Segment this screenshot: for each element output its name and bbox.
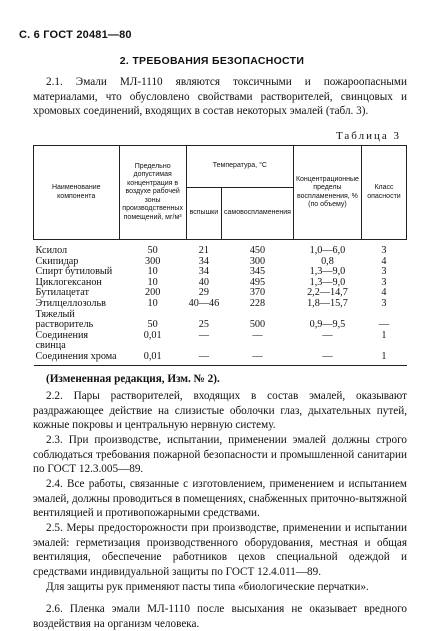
paragraph-2-6-text: 2.6. Пленка эмали МЛ-1110 после высыхания не оказывает вредного воздействия на организм человека.	[33, 603, 407, 630]
cell-limits: 2,2—14,7	[307, 287, 348, 299]
cell-autoignition: —	[252, 329, 263, 341]
cell-mac: 300	[145, 255, 161, 267]
cell-class: 3	[381, 266, 387, 278]
cell-autoignition: —	[252, 350, 263, 362]
cell-name: Скипидар	[35, 255, 79, 267]
cell-name: Спирт бутиловый	[35, 266, 113, 278]
cell-autoignition: 300	[249, 255, 266, 267]
paragraph-2-1	[33, 75, 407, 119]
paragraph-2-2-text: 2.2. Пары растворителей, входящих в состав эмалей, оказывают раздражающее действие на слизистые оболочки глаз, дыхательных путей, кожные покровы и центральную нервную систему.	[33, 390, 407, 431]
cell-class: 4	[381, 255, 387, 267]
cell-flash: —	[198, 329, 209, 341]
col-header-autoignition: самовоспламенения	[222, 188, 294, 240]
cell-class: 3	[381, 297, 387, 309]
table-row	[34, 310, 407, 331]
paragraph-2-2	[33, 389, 407, 433]
cell-autoignition: 228	[249, 297, 266, 309]
cell-mac: 10	[147, 276, 158, 288]
cell-mac: 10	[147, 266, 158, 278]
paragraph-2-1-text: 2.1. Эмали МЛ-1110 являются токсичными и пожароопасными материалами, что обусловлено свойствами растворителей, свинцовых и хромовых соединений, входящих в состав некоторых эмалей (табл. 3).	[33, 76, 407, 117]
cell-mac: 200	[145, 287, 161, 299]
cell-limits: 1,3—9,0	[309, 266, 346, 278]
paragraph-2-3-text: 2.3. При производстве, испытании, применении эмалей должны строго соблюдаться требования пожарной безопасности и промышленной санитарии по ГОСТ 12.3.005—89.	[33, 434, 407, 475]
cell-limits: 1,8—15,7	[307, 297, 348, 309]
table-row	[34, 331, 407, 352]
cell-name: Соединения хрома	[35, 350, 117, 362]
col-header-component: Наименование компонента	[34, 146, 120, 240]
cell-flash: 34	[198, 255, 209, 267]
cell-name: Циклогексанон	[35, 276, 102, 288]
paragraph-hands	[33, 580, 407, 595]
cell-class: 1	[381, 350, 387, 362]
cell-limits: 0,8	[321, 255, 334, 267]
cell-limits: —	[322, 350, 333, 362]
section-title: 2. ТРЕБОВАНИЯ БЕЗОПАСНОСТИ	[119, 55, 305, 67]
cell-class: 3	[381, 276, 387, 288]
cell-name: Ксилол	[35, 245, 68, 256]
cell-limits: 1,0—6,0	[309, 245, 346, 256]
cell-name: Соединения свинца	[35, 329, 89, 352]
cell-autoignition: 500	[249, 319, 266, 331]
cell-flash: 40	[198, 276, 209, 288]
cell-mac: 0,01	[143, 329, 162, 341]
cell-autoignition: 450	[249, 245, 266, 256]
col-header-temperature: Температура, °С	[186, 146, 293, 188]
page-header: С. 6 ГОСТ 20481—80	[19, 29, 132, 41]
cell-class: 3	[381, 245, 387, 256]
col-header-flash: вспышки	[186, 188, 221, 240]
table-row	[34, 299, 407, 310]
cell-class: 1	[381, 329, 387, 341]
col-header-explosive-limits: Концентрационные пределы воспламенения, % (по объему)	[293, 146, 361, 240]
paragraph-2-4	[33, 477, 407, 521]
paragraph-2-3	[33, 433, 407, 477]
cell-autoignition: 345	[249, 266, 266, 278]
table-row	[34, 240, 407, 257]
cell-flash: 25	[198, 319, 209, 331]
amended-note	[33, 372, 407, 387]
paragraph-2-5	[33, 521, 407, 579]
cell-class: 4	[381, 287, 387, 299]
cell-mac: 50	[147, 245, 158, 256]
cell-name: Тяжелый растворитель	[35, 308, 94, 331]
col-header-mac: Предельно допустимая концентрация в воздухе рабочей зоны производственных помещений, мг/м³	[119, 146, 186, 240]
table-row	[34, 352, 407, 365]
table-row	[34, 278, 407, 289]
cell-autoignition: 495	[249, 276, 266, 288]
cell-flash: 21	[198, 245, 209, 256]
cell-flash: 29	[198, 287, 209, 299]
col-header-hazard-class: Класс опасности	[361, 146, 406, 240]
cell-mac: 10	[147, 297, 158, 309]
cell-limits: 0,9—9,5	[309, 319, 346, 331]
cell-class: —	[378, 319, 390, 331]
cell-mac: 0,01	[143, 350, 162, 362]
cell-name: Этилцеллозольв	[35, 297, 106, 309]
paragraph-2-5-text: 2.5. Меры предосторожности при производстве, применении и испытании эмалей: герметизация производственного оборудования, местная и общая вентиляция, обеспечение работников цехов специальной одеждой и средствами индивидуальной защиты по ГОСТ 12.4.011—89.	[33, 522, 407, 578]
cell-limits: 1,3—9,0	[309, 276, 346, 288]
cell-flash: 40—46	[188, 297, 220, 309]
amended-note-text: (Измененная редакция, Изм. № 2).	[46, 373, 220, 385]
cell-autoignition: 370	[249, 287, 266, 299]
cell-flash: 34	[198, 266, 209, 278]
cell-mac: 50	[147, 319, 158, 331]
hazard-table	[33, 145, 407, 366]
cell-name: Бутилацетат	[35, 287, 89, 299]
paragraph-hands-text: Для защиты рук применяют пасты типа «биологические перчатки».	[46, 581, 369, 593]
table-caption: Таблица 3	[335, 130, 401, 142]
cell-flash: —	[198, 350, 209, 362]
paragraph-2-4-text: 2.4. Все работы, связанные с изготовлением, применением и испытанием эмалей, должны проводиться в помещениях, снабженных приточно-вытяжной вентиляцией и противопожарными средствами.	[33, 478, 407, 519]
paragraph-2-6	[33, 602, 407, 631]
cell-limits: —	[322, 329, 333, 341]
